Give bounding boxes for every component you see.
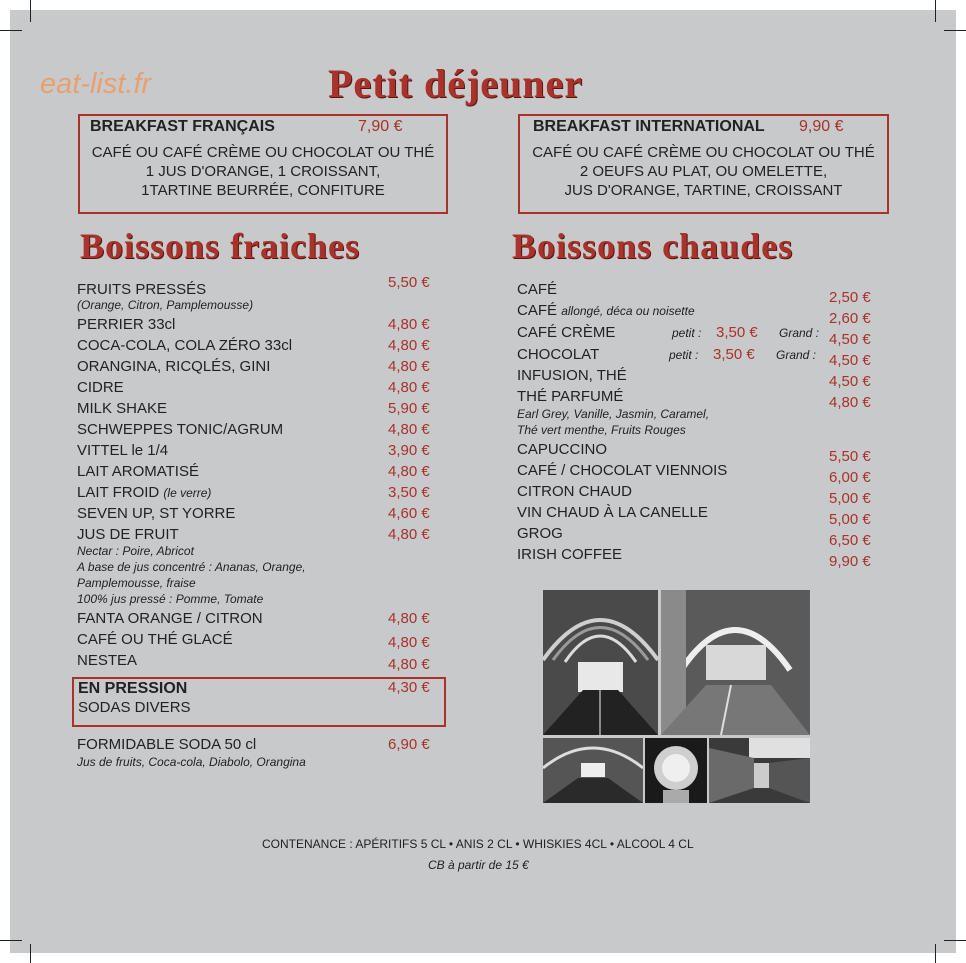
formidable-note: Jus de fruits, Coca-cola, Diabolo, Orangina [77, 755, 306, 769]
cold-item-name: PERRIER 33cl [77, 316, 176, 333]
hot-item-name: GROG [517, 525, 563, 542]
photo-lockers [709, 738, 810, 803]
cold-drinks-title: Boissons fraiches [80, 226, 361, 266]
hot-item-name: IRISH COFFEE [517, 546, 623, 563]
cold-item-name: COCA-COLA, COLA ZÉRO 33cl [77, 337, 293, 354]
formidable-name: FORMIDABLE SODA 50 cl [77, 736, 257, 753]
footer-cb: CB à partir de 15 € [428, 858, 529, 872]
jus-notes: Nectar : Poire, Abricot A base de jus concentré : Ananas, Orange, Pamplemousse, fraise 100% jus pressé : Pomme, Tomate [77, 544, 306, 606]
cold-item-price: 4,80 € [388, 337, 430, 354]
hot-item-name: CHOCOLAT [517, 346, 600, 363]
hot-drinks-title: Boissons chaudes [512, 226, 794, 266]
crop-mark [30, 0, 31, 22]
choc-petit-price: 3,50 € [713, 346, 755, 363]
breakfast-francais-name: BREAKFAST FRANÇAIS [90, 118, 275, 135]
hot-item-price: 5,00 € [829, 490, 871, 507]
cold-item-price: 3,90 € [388, 442, 430, 459]
cold-item-name: FRUITS PRESSÉS [77, 281, 207, 298]
hot-item-name: CAFÉ [517, 281, 558, 298]
cold-item-name: LAIT FROID (le verre) [77, 484, 212, 501]
cold-item-name: NESTEA [77, 652, 138, 669]
lockers-graphic [709, 738, 810, 803]
crop-mark [30, 944, 31, 963]
cold-item-price: 4,80 € [388, 379, 430, 396]
hot-item-name: VIN CHAUD À LA CANELLE [517, 504, 708, 521]
the-notes: Earl Grey, Vanille, Jasmin, Caramel, Thé vert menthe, Fruits Rouges [517, 407, 710, 437]
crop-mark [935, 0, 936, 22]
petit-label: petit : [669, 348, 699, 362]
hot-item-price: 2,60 € [829, 310, 871, 327]
cold-item-price: 4,80 € [388, 634, 430, 651]
crop-mark [0, 940, 22, 941]
crop-mark [0, 30, 22, 31]
hot-item-price: 6,50 € [829, 532, 871, 549]
pression-price: 4,30 € [388, 679, 430, 696]
cold-item-name: ORANGINA, RICQLÉS, GINI [77, 358, 271, 375]
pression-name: EN PRESSION [78, 680, 188, 697]
formidable-price: 6,90 € [388, 736, 430, 753]
cold-item-name: VITTEL le 1/4 [77, 442, 169, 459]
breakfast-francais-price: 7,90 € [358, 118, 403, 135]
photo-pool-long [543, 738, 643, 803]
cold-item-name: SCHWEPPES TONIC/AGRUM [77, 421, 284, 438]
breakfast-francais-desc: CAFÉ OU CAFÉ CRÈME OU CHOCOLAT OU THÉ 1 JUS D'ORANGE, 1 CROISSANT, 1TARTINE BEURRÉE, CONFITURE [91, 144, 435, 199]
pression-sub: SODAS DIVERS [78, 699, 191, 716]
hot-item-name: CITRON CHAUD [517, 483, 632, 500]
pool-photo-graphic [543, 590, 658, 735]
breakfast-international-desc: CAFÉ OU CAFÉ CRÈME OU CHOCOLAT OU THÉ 2 OEUFS AU PLAT, OU OMELETTE, JUS D'ORANGE, TARTINE, CROISSANT [532, 144, 875, 199]
breakfast-international-name: BREAKFAST INTERNATIONAL [533, 118, 765, 135]
hot-item-price: 5,50 € [829, 448, 871, 465]
cold-item-price: 4,80 € [388, 421, 430, 438]
hot-item-price: 2,50 € [829, 289, 871, 306]
cold-item-price: 5,50 € [388, 274, 430, 291]
watermark: eat-list.fr [40, 68, 152, 100]
cold-item-price: 4,80 € [388, 358, 430, 375]
hot-item-price: 4,50 € [829, 352, 871, 369]
hot-item-price: 6,00 € [829, 469, 871, 486]
grand-label: Grand : [776, 348, 817, 362]
hot-item-price: 4,50 € [829, 373, 871, 390]
cold-item-price: 4,80 € [388, 463, 430, 480]
crop-mark [944, 30, 966, 31]
hot-item-price: 4,80 € [829, 394, 871, 411]
cold-item-price: 4,80 € [388, 526, 430, 543]
hot-item-name: CAFÉ CRÈME [517, 324, 616, 341]
hot-item-price: 4,50 € [829, 331, 871, 348]
hot-item-price: 9,90 € [829, 553, 871, 570]
cold-item-note: (Orange, Citron, Pamplemousse) [77, 298, 254, 312]
crop-mark [944, 940, 966, 941]
cold-item-name: CAFÉ OU THÉ GLACÉ [77, 631, 233, 648]
crop-mark [935, 944, 936, 963]
hot-item-name: THÉ PARFUMÉ [517, 388, 624, 405]
grand-label: Grand : [779, 326, 820, 340]
photo-pool-hall [661, 590, 810, 735]
cold-item-price: 3,50 € [388, 484, 430, 501]
cold-item-price: 4,80 € [388, 656, 430, 673]
cold-item-price: 4,60 € [388, 505, 430, 522]
cold-item-name: JUS DE FRUIT [77, 526, 179, 543]
hot-item-price: 5,00 € [829, 511, 871, 528]
footer-contenance: CONTENANCE : APÉRITIFS 5 CL • ANIS 2 CL • WHISKIES 4CL • ALCOOL 4 CL [262, 837, 694, 851]
long-pool-graphic [543, 738, 643, 803]
cold-item-name: LAIT AROMATISÉ [77, 463, 199, 480]
hot-item-name: CAFÉ / CHOCOLAT VIENNOIS [517, 462, 728, 479]
dome-graphic [645, 738, 707, 803]
cold-item-name: CIDRE [77, 379, 124, 396]
cold-item-name: FANTA ORANGE / CITRON [77, 610, 263, 627]
breakfast-international-price: 9,90 € [799, 118, 844, 135]
cold-item-price: 4,80 € [388, 610, 430, 627]
photo-dome [645, 738, 707, 803]
hall-photo-graphic [661, 590, 810, 735]
photo-pool-arches [543, 590, 658, 735]
hot-item-name: CAPUCCINO [517, 441, 608, 458]
hot-item-name: CAFÉ allongé, déca ou noisette [517, 302, 695, 319]
creme-petit-price: 3,50 € [716, 324, 758, 341]
cold-item-name: SEVEN UP, ST YORRE [77, 505, 236, 522]
hot-item-name: INFUSION, THÉ [517, 367, 627, 384]
cold-item-price: 4,80 € [388, 316, 430, 333]
breakfast-title: Petit déjeuner [328, 61, 584, 106]
petit-label: petit : [672, 326, 702, 340]
cold-item-price: 5,90 € [388, 400, 430, 417]
cold-item-name: MILK SHAKE [77, 400, 168, 417]
